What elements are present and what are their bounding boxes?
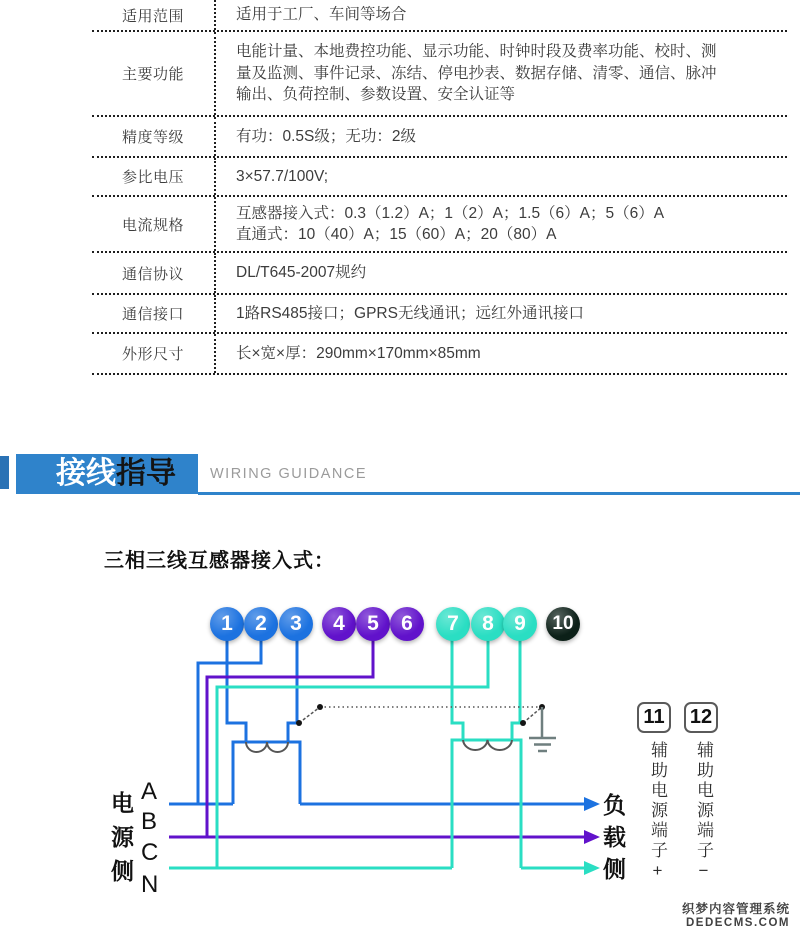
section-subtitle: WIRING GUIDANCE [210,466,368,482]
accent-square [0,456,9,489]
terminal-3-wire [288,640,297,741]
terminal-3: 3 [279,607,313,641]
ground-link [296,704,556,751]
table-row [92,197,787,253]
earth-symbol [529,707,556,751]
row-label: 精度等级 [92,117,216,156]
aux-terminal-11-label: 辅助电源端子+ [648,741,667,883]
diagram-title: 三相三线互感器接入式： [104,550,335,572]
table-row [92,334,787,375]
phase-b-wires [169,640,584,837]
aux-terminal-11-box: 11 [637,702,671,733]
spec-table [92,0,787,375]
switch-dash-right [523,707,542,723]
phase-n-label: N [141,871,159,898]
source-side-label: 电源侧 [108,791,134,893]
row-value-line: 互感器接入式：0.3（1.2）A；1（2）A；1.5（6）A；5（6）A [236,204,665,222]
table-row [92,32,787,117]
aux-terminal-12-label: 辅助电源端子− [694,741,713,883]
aux-terminal-12-box: 12 [684,702,718,733]
phase-b-label: B [141,808,158,835]
row-label: 电流规格 [92,197,216,251]
row-value: 1路RS485接口；GPRS无线通讯；远红外通讯接口 [236,304,584,322]
junction-dot [296,720,302,726]
terminal-2-wire [198,640,261,804]
table-row [92,295,787,334]
section-title-highlight: 接线 [56,457,116,490]
terminal-8: 8 [471,607,505,641]
row-value: 3×57.7/100V; [236,167,329,185]
phase-a-label: A [141,778,158,805]
watermark-line1: 织梦内容管理系统 [681,902,790,916]
ct-a-coil [246,742,288,752]
row-value-line: 输出、负荷控制、参数设置、安全认证等 [236,86,516,104]
phase-c-wires [169,640,584,868]
ct-windings [246,740,512,752]
watermark-line2: DEDECMS.COM [685,917,790,929]
section-banner [16,454,198,494]
switch-dash-left [299,707,320,723]
terminal-7: 7 [436,607,470,641]
row-value: DL/T645-2007规约 [236,264,367,282]
terminal-8-wire [217,640,488,868]
watermark [682,899,790,929]
junction-dot [317,704,323,710]
row-label: 主要功能 [92,32,216,115]
row-value: 适用于工厂、车间等场合 [236,6,407,24]
load-side-label: 负载侧 [600,793,626,889]
terminal-2: 2 [244,607,278,641]
row-label: 通信协议 [92,253,216,293]
terminal-5: 5 [356,607,390,641]
ct-c-primary [452,740,521,868]
terminal-5-wire [207,640,373,837]
phase-c-label: C [141,839,159,866]
row-value-line: 电能计量、本地费控功能、显示功能、时钟时段及费率功能、校时、测 [236,43,717,61]
terminal-10: 10 [546,607,580,641]
terminal-9: 9 [503,607,537,641]
row-label: 参比电压 [92,158,216,195]
junction-dot [539,704,545,710]
terminal-1-wire [227,640,246,741]
ct-a-primary [233,742,300,804]
row-label: 适用范围 [92,0,216,30]
row-label: 通信接口 [92,295,216,332]
row-value: 长×宽×厚：290mm×170mm×85mm [236,344,481,362]
table-row [92,158,787,197]
terminal-4: 4 [322,607,356,641]
terminal-9-wire [512,640,520,740]
terminal-6: 6 [390,607,424,641]
row-value: 有功：0.5S级；无功：2级 [236,127,417,145]
section-title-rest: 指导 [116,457,176,490]
row-label: 外形尺寸 [92,334,216,373]
section-underline [198,492,800,495]
junction-dot [520,720,526,726]
row-value-line: 直通式：10（40）A；15（60）A；20（80）A [236,226,557,243]
table-row [92,117,787,158]
terminal-7-wire [452,640,463,740]
phase-a-wires [169,640,584,804]
ct-c-coil [463,740,512,750]
table-row [92,253,787,295]
table-row [92,0,787,32]
row-value-line: 量及监测、事件记录、冻结、停电抄表、数据存储、清零、通信、脉冲 [236,64,717,82]
terminal-1: 1 [210,607,244,641]
